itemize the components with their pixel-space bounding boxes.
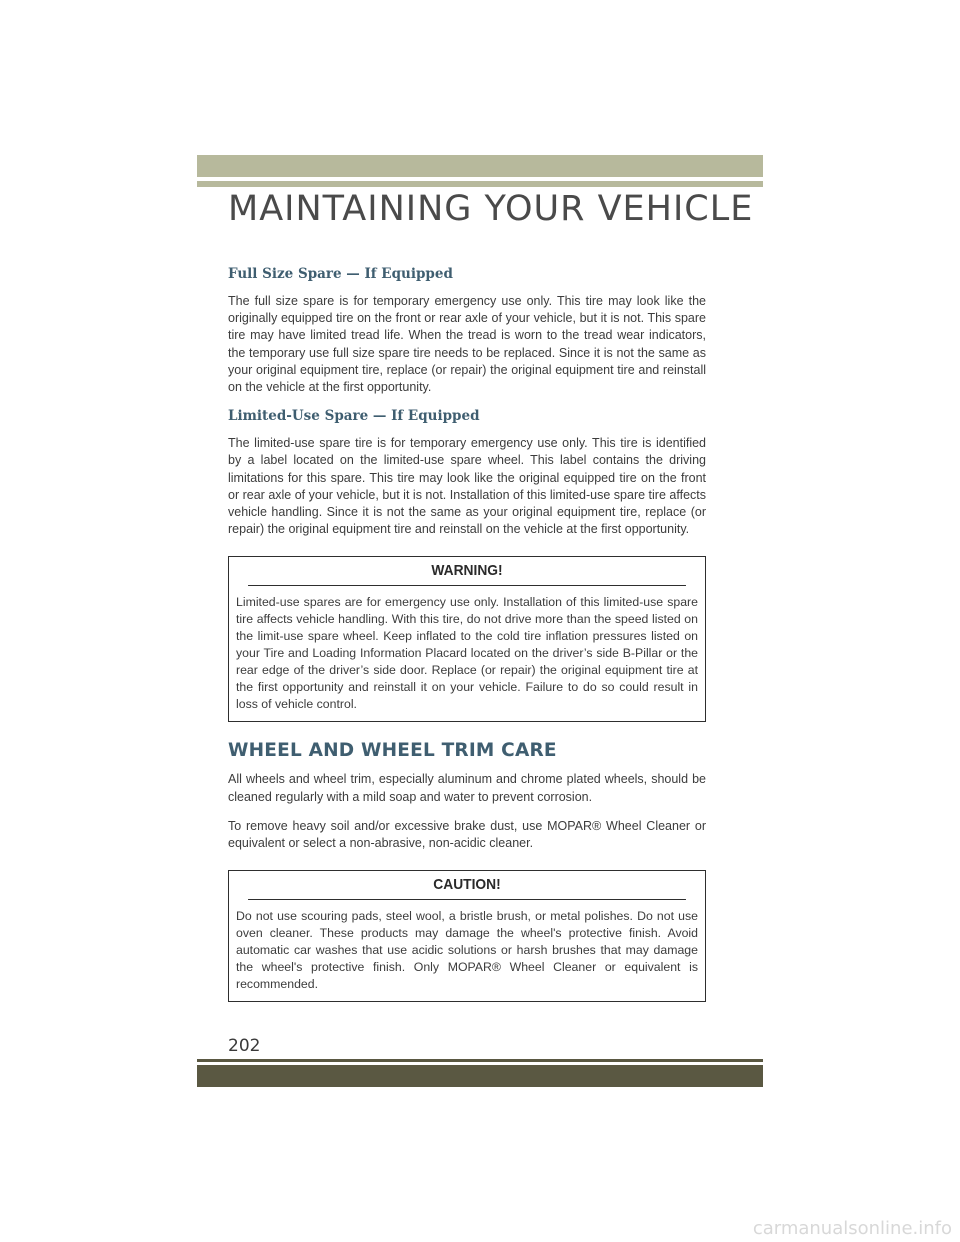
- caution-body: Do not use scouring pads, steel wool, a bristle brush, or metal polishes. Do not use oven cleaner. These products may damage the wheel's protective finish. Avoid automatic car washes that use acidic solutions or harsh brushes that may damage the wheel's protective finish. Only MOPAR® Wheel Cleaner or equivalent is recommended.: [236, 909, 698, 992]
- warning-body: Limited-use spares are for emergency use only. Installation of this limited-use spare tire affects vehicle handling. With this tire, do not drive more than the speed listed on the limit-use spare wheel. Keep inflated to the cold tire inflation pressures listed on your Tire and Loading Information Placard located on the driver’s side B-Pillar or the rear edge of the driver’s side door. Replace (or repair) the original equipment tire at the first opportunity and reinstall it on your vehicle. Failure to do so could result in loss of vehicle control.: [236, 595, 698, 712]
- full-size-spare-body: The full size spare is for temporary emergency use only. This tire may look like the originally equipped tire on the front or rear axle of your vehicle, but it is not. This spare tire may have limited tread life. When the tread is worn to the tread wear indicators, the temporary use full size spare tire needs to be replaced. Since it is not the same as your original equipment tire, replace (or repair) the original equipment tire and reinstall on the vehicle at the first opportunity.: [228, 294, 706, 395]
- footer-band: [197, 1065, 763, 1087]
- footer-rule: [197, 1059, 763, 1062]
- wheel-care-paragraph-1: All wheels and wheel trim, especially aluminum and chrome plated wheels, should be cleaned regularly with a mild soap and water to prevent corrosion.: [228, 772, 706, 804]
- watermark: carmanualsonline.info: [752, 1218, 952, 1239]
- full-size-spare-heading: Full Size Spare — If Equipped: [228, 266, 453, 282]
- header-rule: [197, 181, 763, 187]
- wheel-care-paragraph-2: To remove heavy soil and/or excessive brake dust, use MOPAR® Wheel Cleaner or equivalent or select a non-abrasive, non-acidic cleaner.: [228, 818, 706, 851]
- page-content: [228, 266, 706, 1020]
- section-title: MAINTAINING YOUR VEHICLE: [228, 189, 754, 229]
- header-band: [197, 155, 763, 177]
- limited-use-spare-heading: Limited-Use Spare — If Equipped: [228, 408, 480, 425]
- warning-box: [228, 556, 706, 722]
- warning-title: WARNING!: [248, 557, 686, 586]
- caution-title: CAUTION!: [248, 871, 686, 900]
- caution-box: [228, 870, 706, 1002]
- page-number: 202: [228, 1036, 261, 1056]
- limited-use-spare-body: The limited-use spare tire is for temporary emergency use only. This tire is identified by a label located on the limited-use spare wheel. This label contains the driving limitations for this spare. This tire may look like the original equipped tire on the front or rear axle of your vehicle, but it is not. Installation of this limited-use spare tire affects vehicle handling. Since it is not the same as your original equipment tire, replace (or repair) the original equipment tire and reinstall on the vehicle at the first opportunity.: [228, 436, 706, 537]
- wheel-care-heading: WHEEL AND WHEEL TRIM CARE: [228, 740, 557, 762]
